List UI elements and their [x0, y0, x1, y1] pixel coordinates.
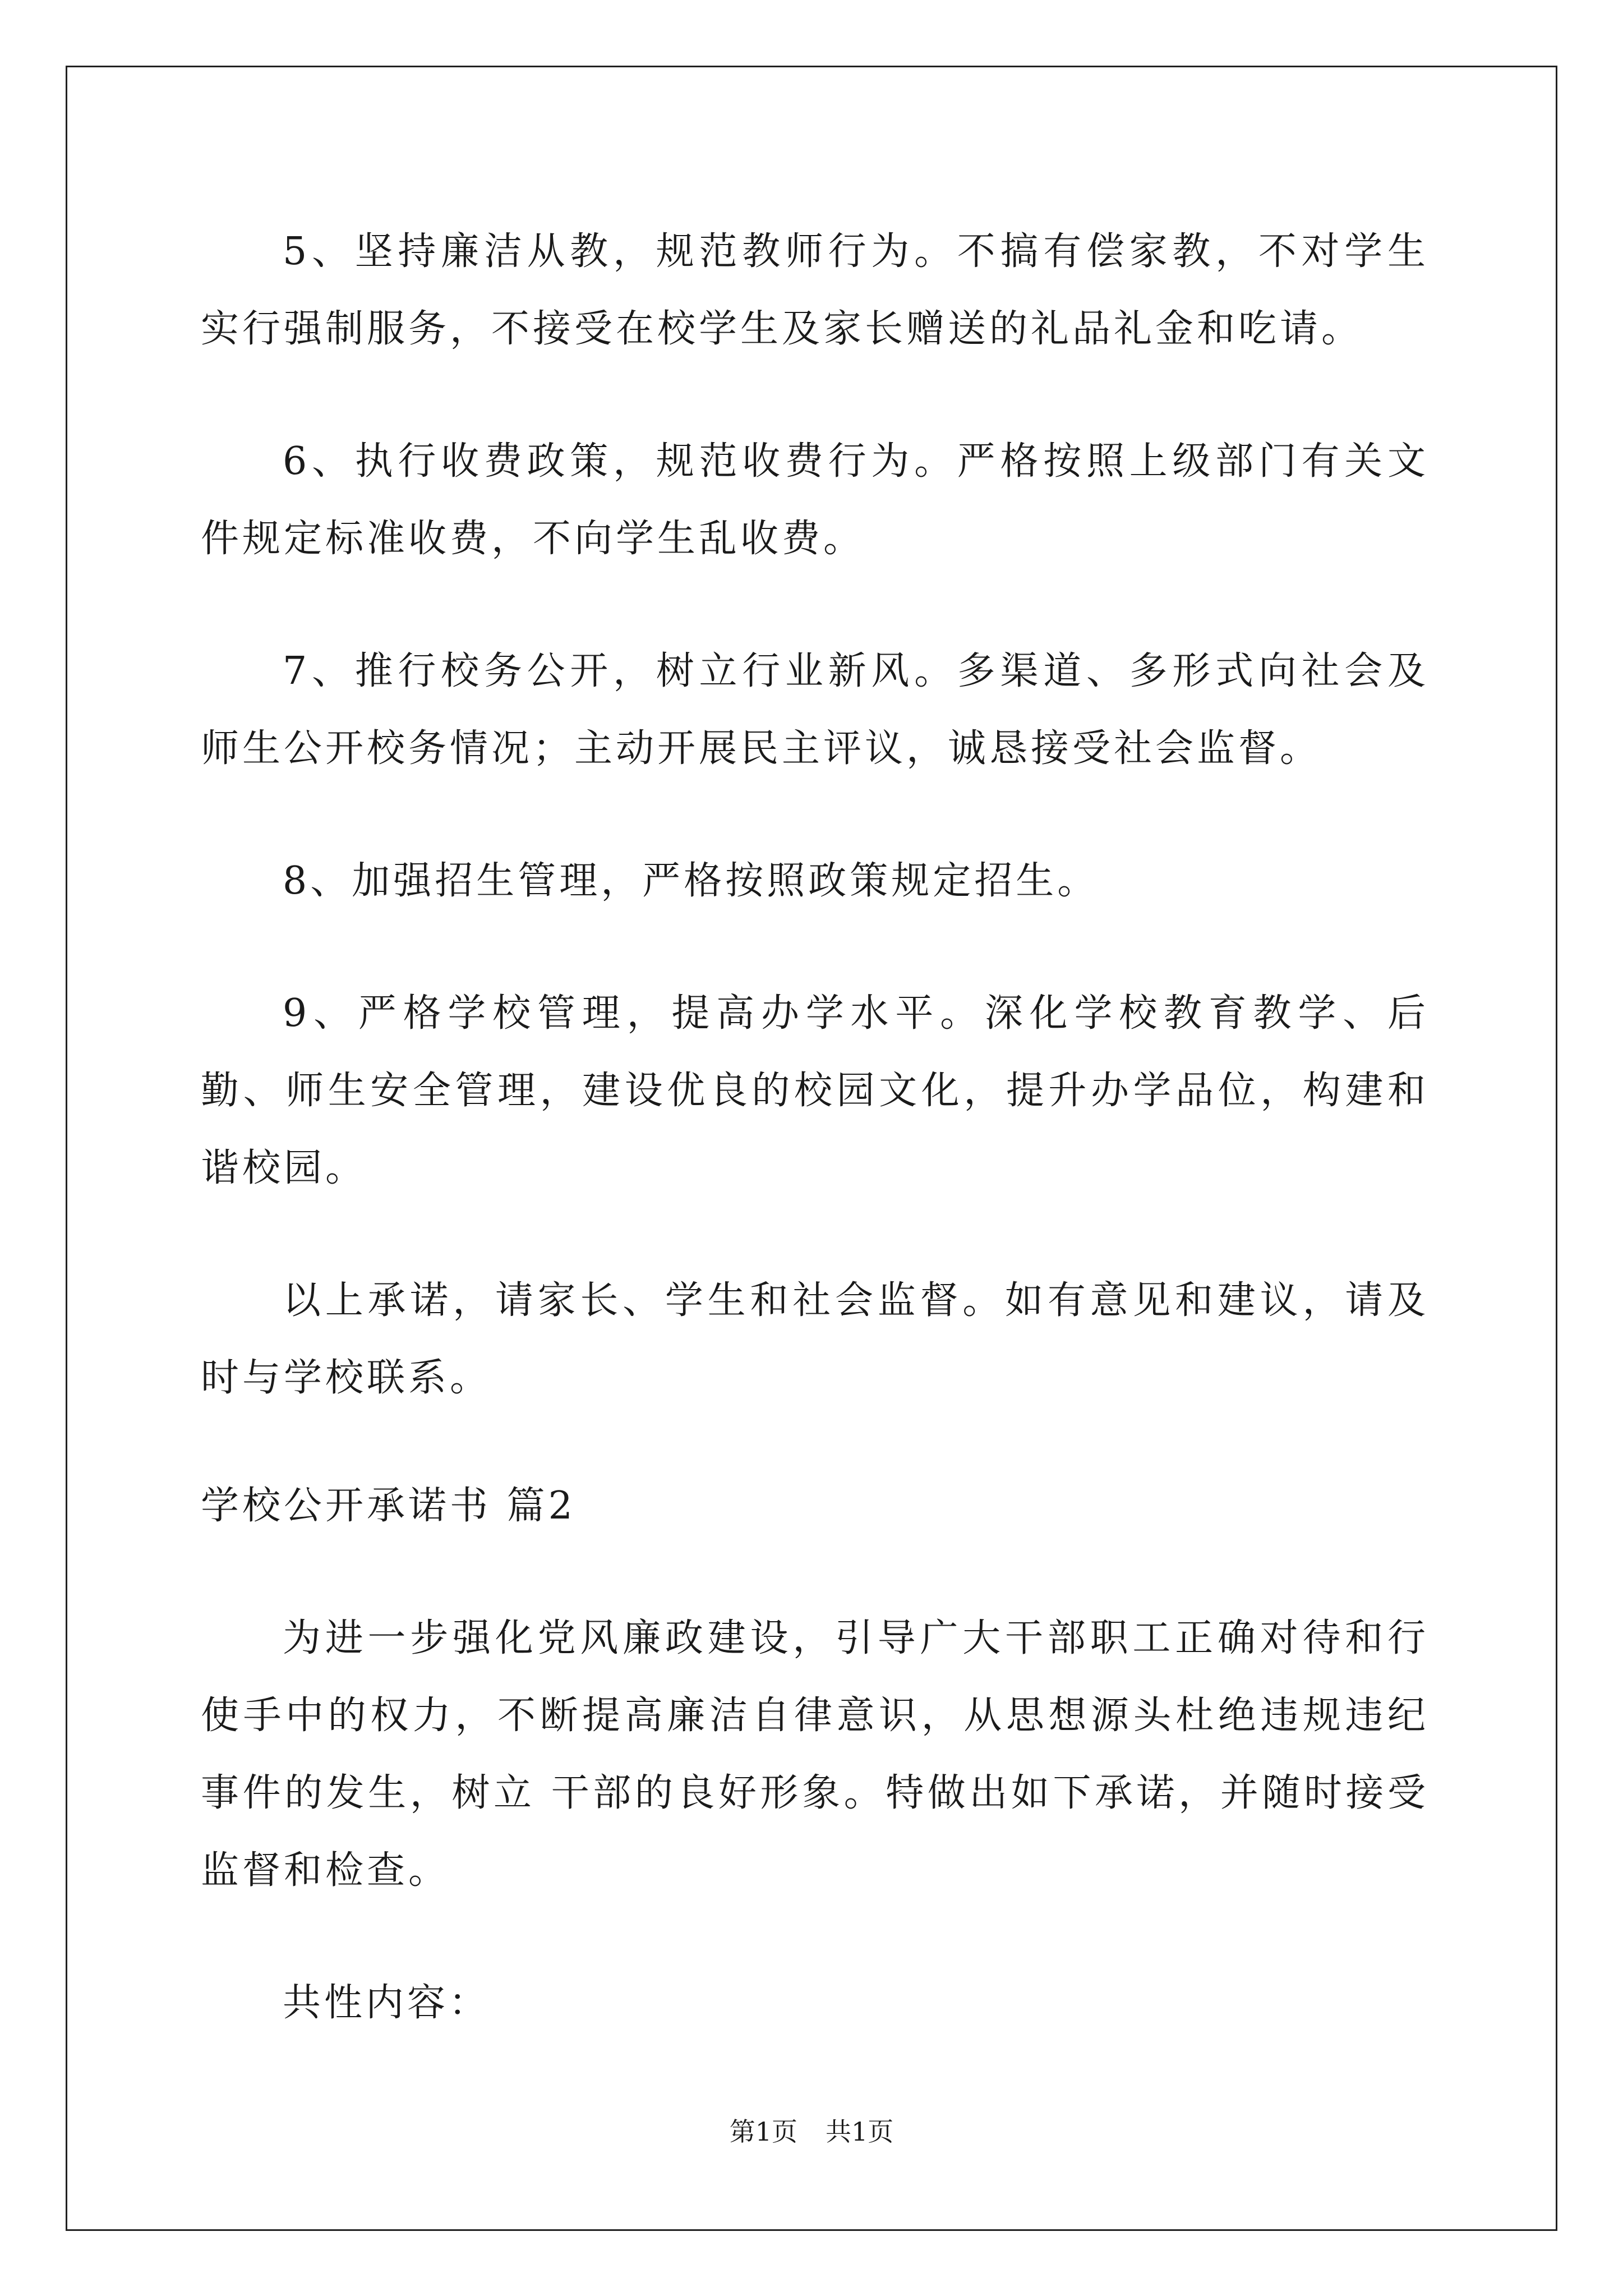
page-number-current: 第1页	[729, 2116, 797, 2147]
page-number-total: 共1页	[826, 2116, 894, 2147]
page-footer	[0, 2115, 1623, 2148]
paragraph-item-5: 5、坚持廉洁从教，规范教师行为。不搞有偿家教，不对学生实行强制服务，不接受在校学生及家长赠送的礼品礼金和吃请。	[201, 229, 1429, 351]
paragraph-closing: 以上承诺，请家长、学生和社会监督。如有意见和建议，请及时与学校联系。	[201, 1278, 1429, 1400]
paragraph-item-8: 8、加强招生管理，严格按照政策规定招生。	[283, 859, 1099, 903]
section-heading: 学校公开承诺书 篇2	[201, 1484, 576, 1528]
document-body	[201, 213, 1429, 2042]
paragraph-item-9: 9、严格学校管理，提高办学水平。深化学校教育教学、后勤、师生安全管理，建设优良的校园文化，提升办学品位，构建和谐校园。	[201, 991, 1429, 1190]
paragraph-common-content: 共性内容：	[283, 1981, 491, 2025]
paragraph-item-6: 6、执行收费政策，规范收费行为。严格按照上级部门有关文件规定标准收费，不向学生乱收费。	[201, 439, 1429, 561]
paragraph-item-7: 7、推行校务公开，树立行业新风。多渠道、多形式向社会及师生公开校务情况；主动开展民主评议，诚恳接受社会监督。	[201, 649, 1429, 771]
paragraph-intro: 为进一步强化党风廉政建设，引导广大干部职工正确对待和行使手中的权力，不断提高廉洁自律意识，从思想源头杜绝违规违纪事件的发生，树立 干部的良好形象。特做出如下承诺，并随时接受监督和检查。	[201, 1616, 1429, 1893]
